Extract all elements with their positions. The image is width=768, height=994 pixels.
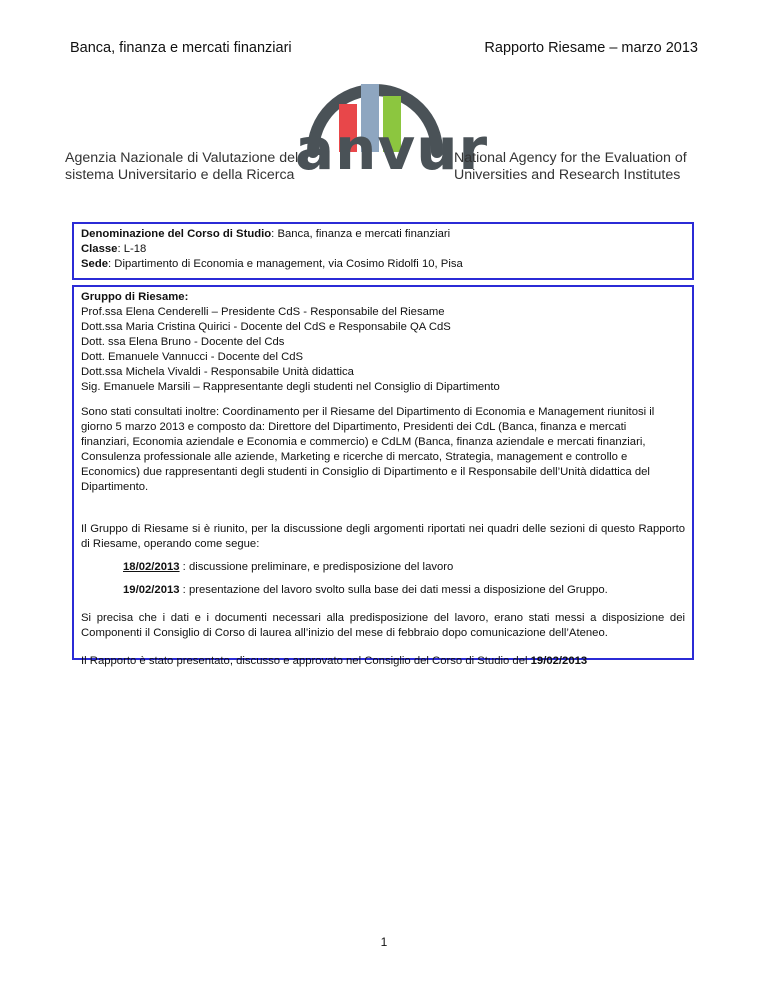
approval-date: 19/02/2013	[530, 655, 588, 667]
course-name-value: : Banca, finanza e mercati finanziari	[271, 228, 451, 240]
member-item: Dott. ssa Elena Bruno - Docente del Cds	[81, 336, 285, 348]
meeting-date: 18/02/2013	[123, 561, 180, 573]
anvur-wordmark: anvur	[295, 115, 489, 183]
course-name-line	[81, 227, 685, 242]
page-number: 1	[380, 935, 388, 949]
member-item: Dott.ssa Michela Vivaldi - Responsabile Unità didattica	[81, 366, 354, 378]
meeting-date: 19/02/2013	[123, 584, 180, 596]
course-info-box	[72, 222, 694, 280]
logo-italian-caption	[65, 150, 298, 183]
meeting-text: : discussione preliminare, e predisposizione del lavoro	[179, 561, 454, 573]
logo-italian-line-1: Agenzia Nazionale di Valutazione del	[65, 150, 299, 166]
consulted-line: Sono stati consultati inoltre: Coordinamento per il Riesame del Dipartimento di Economia e Management riunitosi il	[81, 406, 655, 418]
review-group-box	[72, 285, 694, 667]
consulted-line: Economics) due rappresentanti degli studenti in Consiglio di Dipartimento e il Responsabile dell’Unità didattica del	[81, 466, 650, 478]
course-name-label: Denominazione del Corso di Studio	[81, 228, 272, 240]
logo-english-line-1: National Agency for the Evaluation of	[454, 150, 687, 166]
meeting-text: : presentazione del lavoro svolto sulla base dei dati messi a disposizione del Gruppo.	[179, 584, 608, 596]
meeting-item	[81, 560, 685, 575]
consulted-line: finanziari, Economia aziendale e Economia e commercio) e CdLM (Banca, finanza aziendale e mercati finanziari,	[81, 436, 646, 448]
member-item: Dott. Emanuele Vannucci - Docente del CdS	[81, 351, 304, 363]
header-course-title: Banca, finanza e mercati finanziari	[70, 40, 292, 56]
procedure-paragraph: Il Gruppo di Riesame si è riunito, per la discussione degli argomenti riportati nei quadri delle sezioni di questo Rapporto di Riesame, operando come segue:	[81, 523, 685, 550]
logo-english-line-2: Universities and Research Institutes	[454, 166, 681, 183]
course-class-value: : L-18	[117, 243, 147, 255]
consulted-line: Consulenza professionale alle aziende, Marketing e ricerche di mercato, Strategia, management e controllo e	[81, 451, 628, 463]
course-class-label: Classe	[81, 243, 118, 255]
approval-paragraph	[81, 654, 685, 669]
approval-text: Il Rapporto è stato presentato, discusso e approvato nel Consiglio del Corso di Studio del	[81, 655, 531, 667]
review-group-title: Gruppo di Riesame:	[81, 291, 189, 303]
member-item: Prof.ssa Elena Cenderelli – Presidente CdS - Responsabile del Riesame	[81, 306, 445, 318]
course-class-line	[81, 242, 685, 257]
member-item: Sig. Emanuele Marsili – Rappresentante degli studenti nel Consiglio di Dipartimento	[81, 381, 500, 393]
consulted-line: giorno 5 marzo 2013 e composto da: Direttore del Dipartimento, Presidenti dei CdL (Banca, finanza e mercati	[81, 421, 627, 433]
course-seat-label: Sede	[81, 258, 109, 270]
member-item: Dott.ssa Maria Cristina Quirici - Docente del CdS e Responsabile QA CdS	[81, 321, 451, 333]
logo-english-caption	[454, 150, 687, 183]
course-seat-value: : Dipartimento di Economia e management, via Cosimo Ridolfi 10, Pisa	[108, 258, 463, 270]
consulted-line: Dipartimento.	[81, 481, 149, 493]
anvur-logo	[65, 78, 705, 190]
meeting-item	[81, 583, 685, 598]
data-note-paragraph: Si precisa che i dati e i documenti necessari alla predisposizione del lavoro, erano stati messi a disposizione dei Componenti il Consiglio di Corso di laurea all’inizio del mese di febbraio dopo comunicazione dell’Ateneo.	[81, 612, 685, 639]
logo-italian-line-2: sistema Universitario e della Ricerca	[65, 166, 295, 183]
course-seat-line	[81, 257, 685, 272]
header-report-title: Rapporto Riesame – marzo 2013	[484, 40, 698, 56]
consulted-paragraph	[81, 405, 685, 495]
